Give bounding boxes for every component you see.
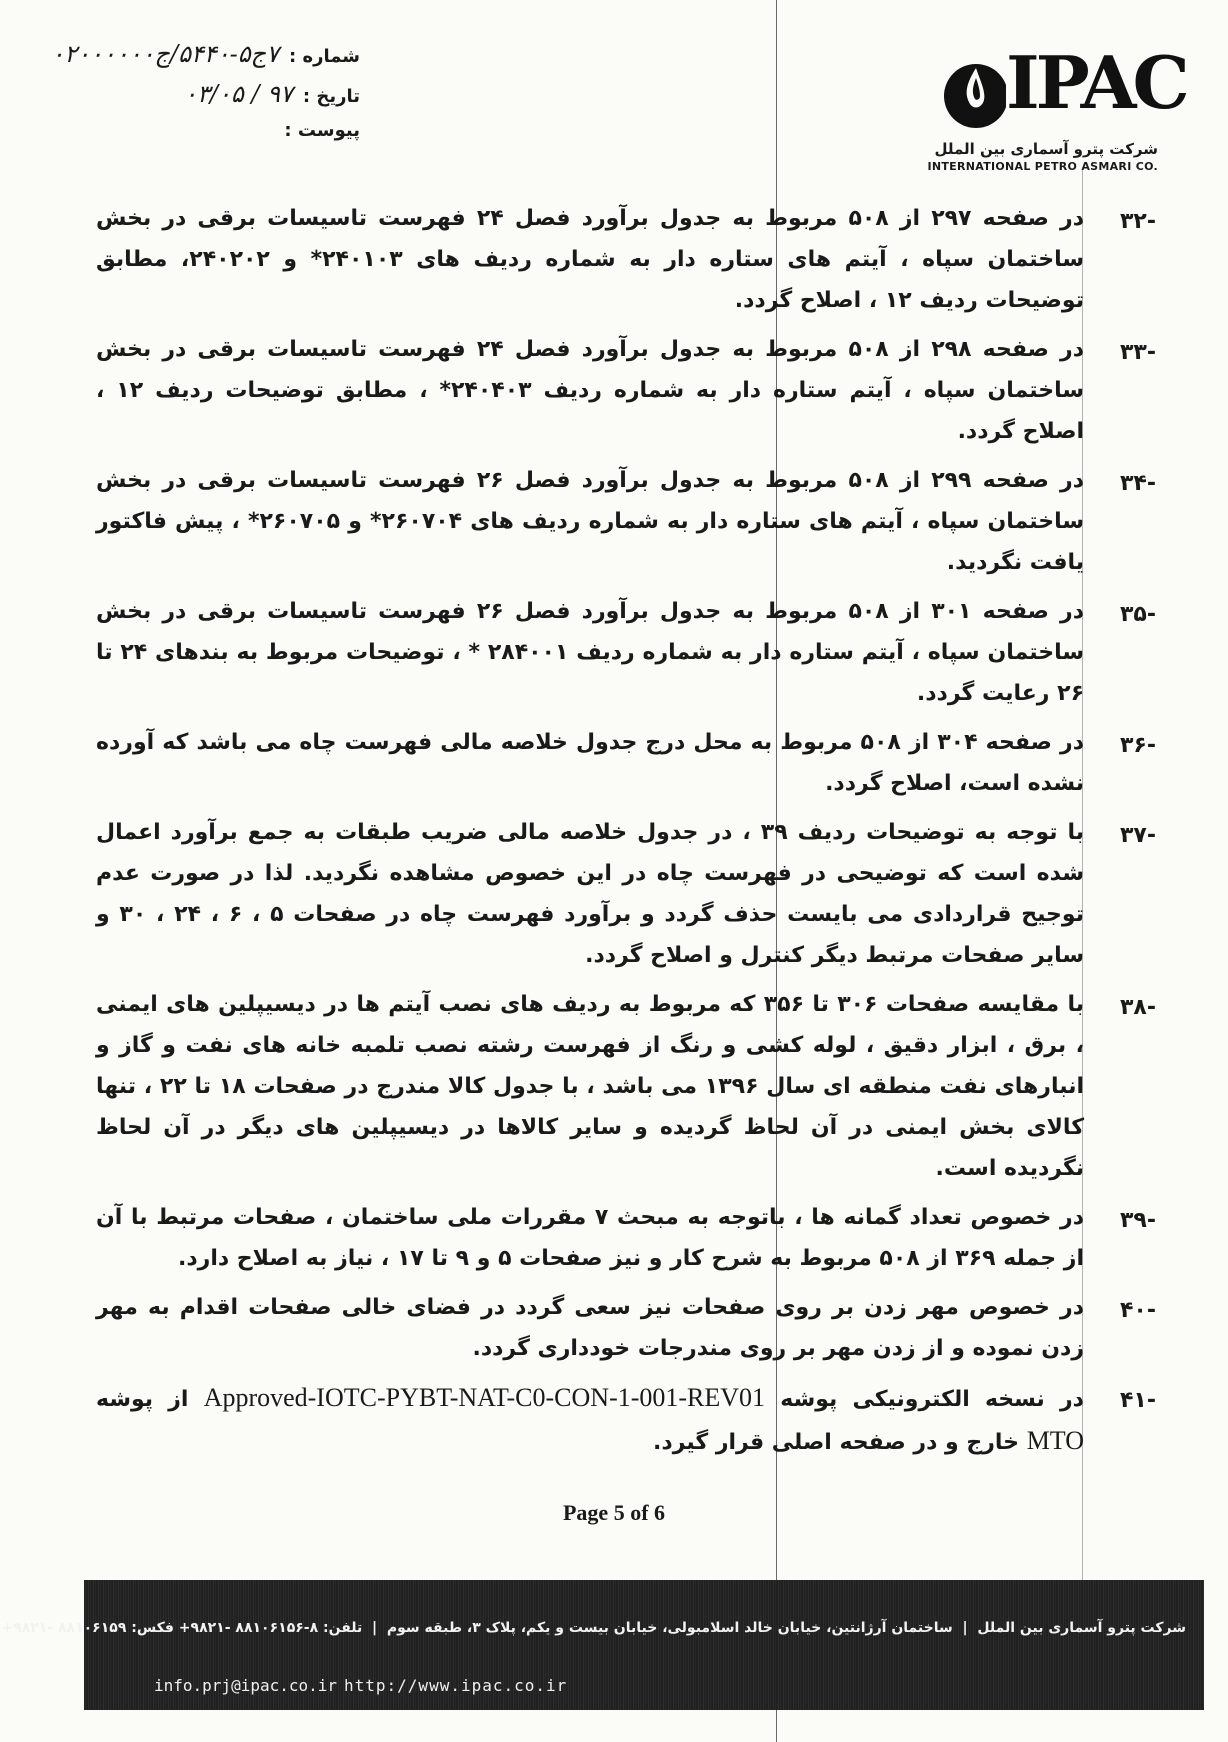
footer-phone: تلفن: ۸-۸۸۱۰۶۱۵۶ -۹۸۲۱+ فکس: ۸۸۱۰۶۱۵۹ -۹۸۲۱+ xyxy=(1,1620,363,1636)
footer-email: info.prj@ipac.co.ir xyxy=(154,1676,338,1695)
item-number: -۳۷ xyxy=(1120,823,1156,848)
list-item xyxy=(96,591,1156,714)
item-number: -۳۳ xyxy=(1120,340,1156,365)
item-number: -۳۸ xyxy=(1120,995,1156,1020)
logo-wordmark: IPAC xyxy=(1006,40,1186,125)
item-number: -۳۶ xyxy=(1120,733,1156,758)
footer-address: ساختمان آرژانتین، خیابان خالد اسلامبولی، خیابان بیست و یکم، پلاک ۳، طبقه سوم xyxy=(386,1620,953,1636)
item-number: -۳۴ xyxy=(1120,471,1156,496)
numbered-items xyxy=(96,198,1156,1471)
date-label: تاریخ : xyxy=(302,86,360,107)
item-text: در صفحه ۲۹۸ از ۵۰۸ مربوط به جدول برآورد فصل ۲۴ فهرست تاسیسات برقی در بخش ساختمان سپاه ، آیتم ستاره دار به شماره ردیف ۲۴۰۴۰۳* ، مطابق توضیحات ردیف ۱۲ ، اصلاح گردد. xyxy=(96,337,1084,444)
item-number: -۳۲ xyxy=(1120,209,1156,234)
logo-company-name-en: INTERNATIONAL PETRO ASMARI CO. xyxy=(927,160,1158,173)
date-value: ۹۷ / ۰۳/۰۵ xyxy=(184,80,293,108)
item-number: -۴۰ xyxy=(1120,1298,1156,1323)
item-text: با توجه به توضیحات ردیف ۳۹ ، در جدول خلاصه مالی ضریب طبقات به جمع برآورد اعمال شده است که توضیحی در فهرست چاه در این خصوص مشاهده نگردید. لذا در صورت عدم توجیح قراردادی می بایست حذف گردد و برآورد فهرست چاه در صفحات ۵ ، ۶ ، ۲۴ ، ۳۰ و سایر صفحات مرتبط دیگر کنترل و اصلاح گردد. xyxy=(96,820,1084,968)
item-text-after: خارج و در صفحه اصلی قرار گیرد. xyxy=(653,1430,1020,1455)
list-item xyxy=(96,1377,1156,1463)
number-label: شماره : xyxy=(289,46,360,67)
item-text: با مقایسه صفحات ۳۰۶ تا ۳۵۶ که مربوط به ردیف های نصب آیتم ها در دیسیپلین های ایمنی ، برق ، ابزار دقیق ، لوله کشی و رنگ از فهرست رشته نصب تلمبه خانه های نفت و گاز و انبارهای نفت منطقه ای سال ۱۳۹۶ می باشد ، با جدول کالا مندرج در صفحات ۱۸ تا ۲۲ ، تنها کالای بخش ایمنی در آن لحاظ گردیده و سایر کالاها در دیسیپلین های دیگر در آن لحاظ نگردیده است. xyxy=(96,992,1085,1181)
page-number: Page 5 of 6 xyxy=(562,1500,666,1525)
item-text: در صفحه ۲۹۷ از ۵۰۸ مربوط به جدول برآورد فصل ۲۴ فهرست تاسیسات برقی در بخش ساختمان سپاه ، آیتم های ستاره دار به شماره ردیف های ۲۴۰۱۰۳* و ۲۴۰۲۰۲، مطابق توضیحات ردیف ۱۲ ، اصلاح گردد. xyxy=(96,206,1084,313)
list-item xyxy=(96,198,1156,321)
footer-company: شرکت پترو آسماری بین الملل xyxy=(977,1620,1186,1636)
item-text: در صفحه ۲۹۹ از ۵۰۸ مربوط به جدول برآورد فصل ۲۶ فهرست تاسیسات برقی در بخش ساختمان سپاه ، آیتم های ستاره دار به شماره ردیف های ۲۶۰۷۰۴* و ۲۶۰۷۰۵* ، پیش فاکتور یافت نگردید. xyxy=(96,468,1085,575)
item-text: در خصوص مهر زدن بر روی صفحات نیز سعی گردد در فضای خالی صفحات اقدام به مهر زدن نموده و از زدن مهر بر روی مندرجات خودداری گردد. xyxy=(96,1295,1084,1361)
folder-code: Approved-IOTC-PYBT-NAT-C0-CON-1-001-REV01 xyxy=(203,1383,766,1412)
number-value: ۷ج۵-۵۴۴۰/ج۰۲۰۰۰۰۰۰ xyxy=(51,40,280,68)
footer-address-line: شرکت پترو آسماری بین الملل | ساختمان آرژانتین، خیابان خالد اسلامبولی، خیابان بیست و یکم، پلاک ۳، طبقه سوم | تلفن: ۸-۸۸۱۰۶۱۵۶ -۹۸۲۱+ فکس: ۸۸۱۰۶۱۵۹ -۹۸۲۱+ xyxy=(1,1620,1186,1636)
footer-url: http://www.ipac.co.ir xyxy=(344,1676,568,1695)
list-item xyxy=(96,1287,1156,1369)
footer-band xyxy=(1,1580,1204,1710)
item-text xyxy=(96,1377,1084,1463)
list-item xyxy=(96,984,1156,1189)
item-text: در صفحه ۳۰۴ از ۵۰۸ مربوط به محل درج جدول خلاصه مالی فهرست چاه می باشد که آورده نشده است، اصلاح گردد. xyxy=(96,730,1084,796)
list-item xyxy=(96,722,1156,804)
item-text: در خصوص تعداد گمانه ها ، باتوجه به مبحث ۷ مقررات ملی ساختمان ، صفحات مرتبط با آن از جمله ۳۶۹ از ۵۰۸ مربوط به شرح کار و نیز صفحات ۵ و ۹ تا ۱۷ ، نیاز به اصلاح دارد. xyxy=(96,1205,1084,1271)
list-item xyxy=(96,1197,1156,1279)
attachment-row xyxy=(40,120,360,160)
company-logo xyxy=(918,38,1186,178)
item-number: -۳۹ xyxy=(1120,1208,1156,1233)
item-number: -۳۵ xyxy=(1120,602,1156,627)
oil-drop-icon xyxy=(936,44,1006,134)
item-text-mid: از پوشه xyxy=(96,1387,189,1412)
item-text-before: در نسخه الکترونیکی پوشه xyxy=(780,1387,1084,1412)
attachment-label: پیوست : xyxy=(284,120,360,141)
list-item xyxy=(96,812,1156,976)
date-row xyxy=(40,80,360,120)
reference-block xyxy=(40,40,360,160)
item-number: -۴۱ xyxy=(1120,1388,1156,1413)
list-item xyxy=(96,460,1156,583)
list-item xyxy=(96,329,1156,452)
number-row xyxy=(40,40,360,80)
item-text: در صفحه ۳۰۱ از ۵۰۸ مربوط به جدول برآورد فصل ۲۶ فهرست تاسیسات برقی در بخش ساختمان سپاه ، آیتم ستاره دار به شماره ردیف ۲۸۴۰۰۱ * ، توضیحات مربوط به بندهای ۲۴ تا ۲۶ رعایت گردد. xyxy=(96,599,1084,706)
logo-company-name-fa: شرکت پترو آسماری بین الملل xyxy=(934,140,1158,158)
mto-code: MTO xyxy=(1026,1426,1084,1455)
